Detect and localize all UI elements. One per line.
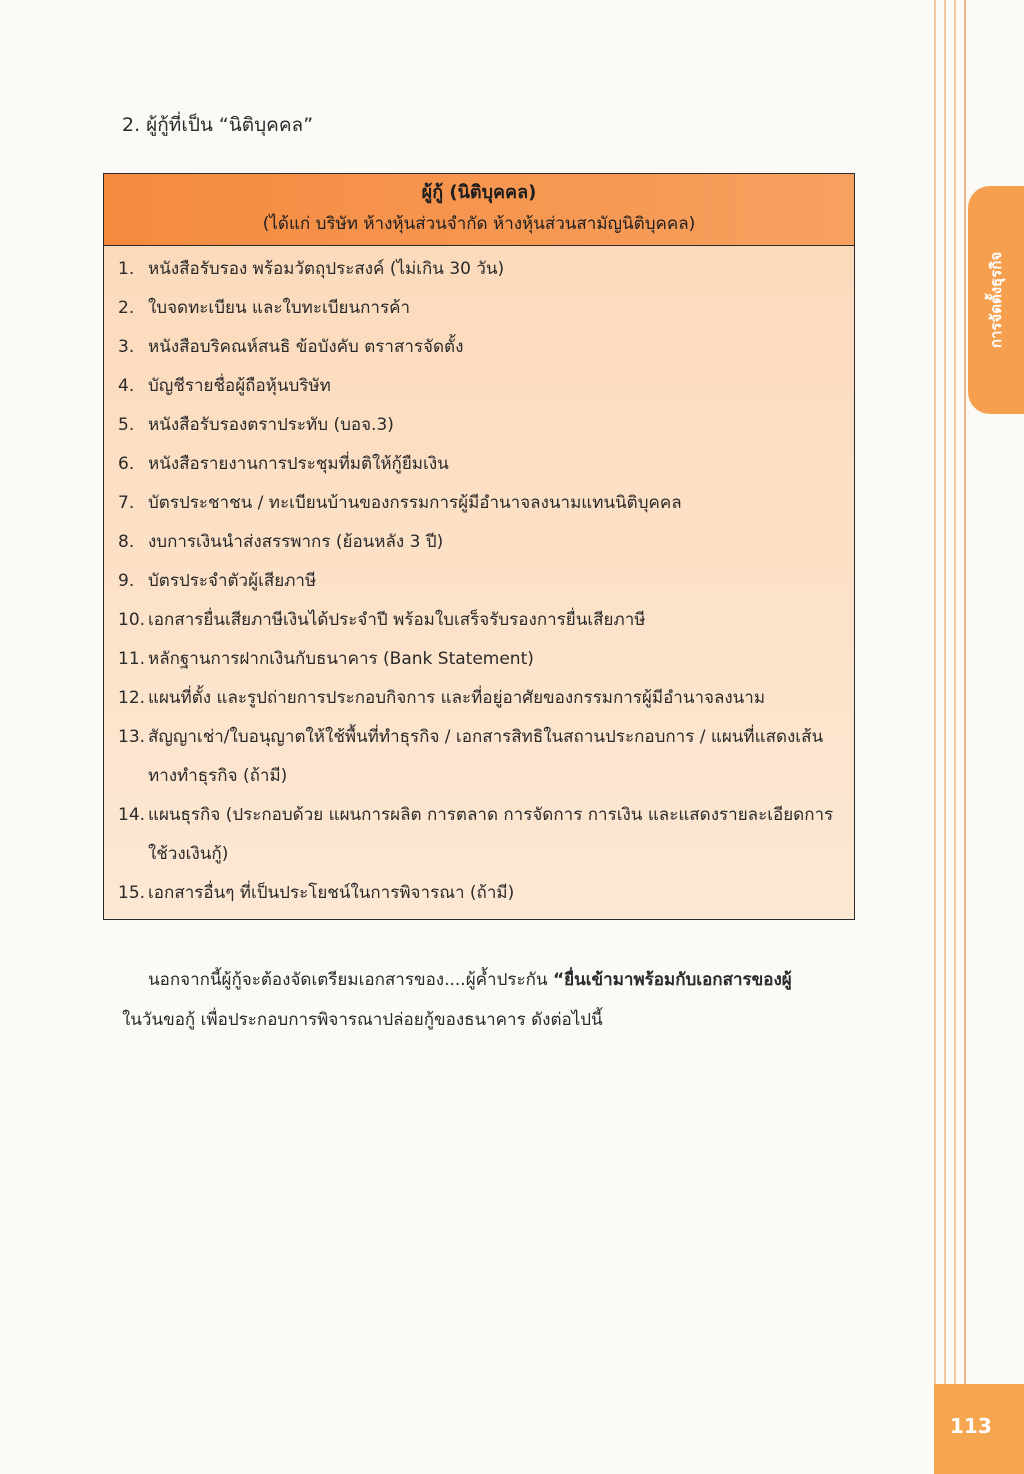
- document-list-item: [104, 523, 854, 562]
- list-item-number: 14.: [118, 805, 146, 825]
- list-item-number: 6.: [118, 454, 135, 474]
- list-item-text: บัตรประจำตัวผู้เสียภาษี: [148, 571, 317, 591]
- chapter-side-tab-label: การจัดตั้งธุรกิจ: [987, 251, 1005, 349]
- paragraph-line-1-bold: “ยื่นเข้ามาพร้อมกับเอกสารของผู้: [552, 970, 792, 990]
- list-item-number: 1.: [118, 259, 135, 279]
- paragraph-line-1: [122, 960, 858, 1000]
- list-item-text: หนังสือรับรองตราประทับ (บอจ.3): [148, 415, 394, 435]
- table-title: ผู้กู้ (นิติบุคคล): [421, 182, 537, 203]
- list-item-text: เอกสารอื่นๆ ที่เป็นประโยชน์ในการพิจารณา (ถ้ามี): [148, 883, 515, 903]
- document-list-item: [104, 874, 854, 913]
- list-item-text: งบการเงินนำส่งสรรพากร (ย้อนหลัง 3 ปี): [148, 532, 444, 552]
- margin-line: [954, 0, 956, 1474]
- margin-line: [964, 0, 966, 1474]
- list-item-number: 11.: [118, 649, 146, 669]
- list-item-text: แผนที่ตั้ง และรูปถ่ายการประกอบกิจการ และที่อยู่อาศัยของกรรมการผู้มีอำนาจลงนาม: [148, 688, 766, 708]
- document-list-item: [104, 796, 854, 874]
- list-item-number: 12.: [118, 688, 146, 708]
- list-item-text: หนังสือรายงานการประชุมที่มติให้กู้ยืมเงิน: [148, 454, 449, 474]
- list-item-number: 2.: [118, 298, 135, 318]
- document-list: [104, 246, 854, 919]
- list-item-number: 3.: [118, 337, 135, 357]
- document-checklist-table: [103, 173, 855, 920]
- list-item-text: บัตรประชาชน / ทะเบียนบ้านของกรรมการผู้มีอำนาจลงนามแทนนิติบุคคล: [148, 493, 682, 513]
- document-list-item: [104, 484, 854, 523]
- document-list-item: [104, 562, 854, 601]
- list-item-number: 10.: [118, 610, 146, 630]
- document-list-item: [104, 328, 854, 367]
- list-item-text: หนังสือรับรอง พร้อมวัตถุประสงค์ (ไม่เกิน 30 วัน): [148, 259, 505, 279]
- document-list-item: [104, 250, 854, 289]
- chapter-side-tab: [968, 186, 1024, 414]
- document-list-item: [104, 445, 854, 484]
- document-list-item: [104, 406, 854, 445]
- paragraph-line-2: ในวันขอกู้ เพื่อประกอบการพิจารณาปล่อยกู้ของธนาคาร ดังต่อไปนี้: [122, 1010, 603, 1030]
- list-item-number: 15.: [118, 883, 146, 903]
- document-list-item: [104, 601, 854, 640]
- document-list-item: [104, 679, 854, 718]
- table-header: [104, 174, 854, 246]
- list-item-number: 13.: [118, 727, 146, 747]
- document-list-item: [104, 367, 854, 406]
- list-item-number: 5.: [118, 415, 135, 435]
- body-paragraph: [122, 960, 858, 1040]
- document-list-item: [104, 289, 854, 328]
- list-item-number: 7.: [118, 493, 135, 513]
- list-item-number: 8.: [118, 532, 135, 552]
- list-item-text: ใบจดทะเบียน และใบทะเบียนการค้า: [148, 298, 411, 318]
- list-item-text: แผนธุรกิจ (ประกอบด้วย แผนการผลิต การตลาด การจัดการ การเงิน และแสดงรายละเอียดการใช้วงเงินกู้): [148, 805, 834, 864]
- table-subtitle: (ได้แก่ บริษัท ห้างหุ้นส่วนจำกัด ห้างหุ้นส่วนสามัญนิติบุคคล): [262, 214, 696, 234]
- list-item-number: 9.: [118, 571, 135, 591]
- margin-line: [934, 0, 936, 1474]
- section-heading: 2. ผู้กู้ที่เป็น “นิติบุคคล”: [122, 114, 314, 136]
- page-number: 113: [950, 1414, 992, 1438]
- document-list-item: [104, 640, 854, 679]
- list-item-text: หนังสือบริคณห์สนธิ ข้อบังคับ ตราสารจัดตั้ง: [148, 337, 464, 357]
- list-item-text: สัญญาเช่า/ใบอนุญาตให้ใช้พื้นที่ทำธุรกิจ / เอกสารสิทธิในสถานประกอบการ / แผนที่แสดงเส้นทางทำธุรกิจ (ถ้ามี): [148, 727, 824, 786]
- list-item-number: 4.: [118, 376, 135, 396]
- list-item-text: หลักฐานการฝากเงินกับธนาคาร (Bank Statement): [148, 649, 534, 669]
- margin-line: [944, 0, 946, 1474]
- paragraph-line-1-text: นอกจากนี้ผู้กู้จะต้องจัดเตรียมเอกสารของ....ผู้ค้ำประกัน: [148, 970, 553, 990]
- list-item-text: บัญชีรายชื่อผู้ถือหุ้นบริษัท: [148, 376, 331, 396]
- list-item-text: เอกสารยื่นเสียภาษีเงินได้ประจำปี พร้อมใบเสร็จรับรองการยื่นเสียภาษี: [148, 610, 646, 630]
- document-list-item: [104, 718, 854, 796]
